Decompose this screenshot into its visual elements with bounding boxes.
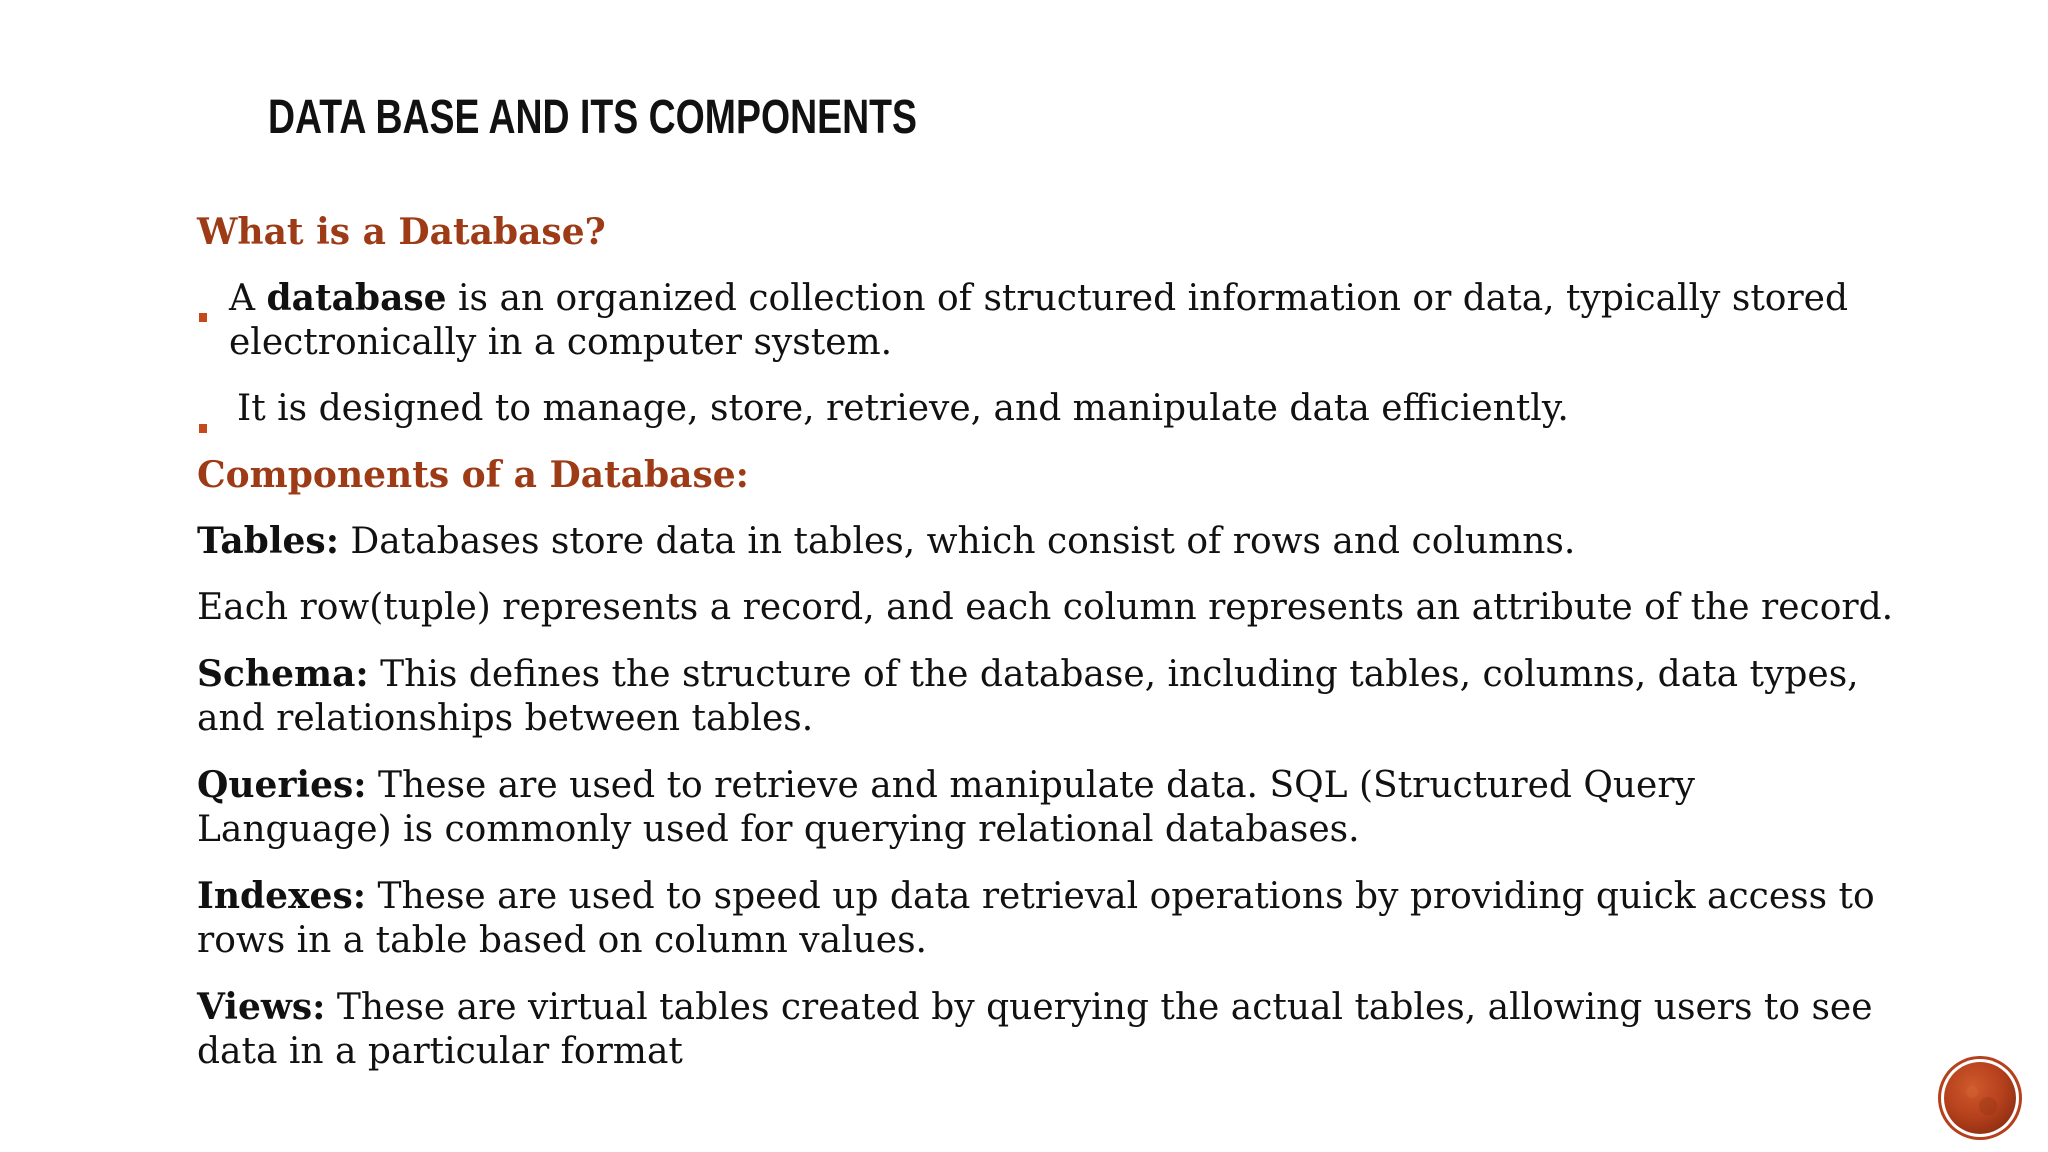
component-text: Databases store data in tables, which consist of rows and columns. (338, 521, 1576, 562)
bullet-bold-term: database (266, 277, 447, 319)
component-text: This defines the structure of the database, including tables, columns, data types, and relationships between tables. (197, 654, 1859, 739)
component-text: These are used to retrieve and manipulate data. SQL (Structured Query Language) is commonly used for querying relational databases. (197, 765, 1695, 850)
slide-nav-button[interactable] (1944, 1062, 2016, 1134)
bullet-item (197, 276, 1897, 365)
bullet-text: It is designed to manage, store, retrieve, and manipulate data efficiently. (237, 388, 1569, 429)
slide-title: DATA BASE AND ITS COMPONENTS (268, 91, 917, 144)
component-tables (197, 519, 1897, 564)
section-heading-components: Components of a Database: (197, 454, 749, 496)
component-indexes (197, 874, 1897, 963)
bullet-item (197, 387, 1897, 431)
component-queries (197, 763, 1897, 852)
component-text: These are used to speed up data retrieval operations by providing quick access to rows in a table based on column values. (197, 876, 1875, 961)
square-bullet-icon (199, 289, 207, 298)
component-term: Views: (197, 986, 326, 1028)
square-bullet-icon (199, 400, 207, 409)
component-schema (197, 652, 1897, 741)
circle-nav-icon (1944, 1062, 2016, 1134)
bullet-text: is an organized collection of structured information or data, typically stored electronically in a computer system. (229, 278, 1849, 363)
slide-content (197, 210, 1897, 1096)
bullet-text-prefix: A (229, 278, 267, 319)
section-heading-what-is-database: What is a Database? (197, 211, 606, 253)
component-term: Tables: (197, 520, 339, 562)
component-term: Queries: (197, 764, 367, 806)
component-text: These are virtual tables created by querying the actual tables, allowing users to see data in a particular format (197, 987, 1873, 1072)
component-term: Indexes: (197, 875, 367, 917)
component-views (197, 985, 1897, 1074)
component-text: Each row(tuple) represents a record, and each column represents an attribute of the record. (197, 587, 1894, 628)
component-rows-note (197, 586, 1897, 630)
component-term: Schema: (197, 653, 369, 695)
